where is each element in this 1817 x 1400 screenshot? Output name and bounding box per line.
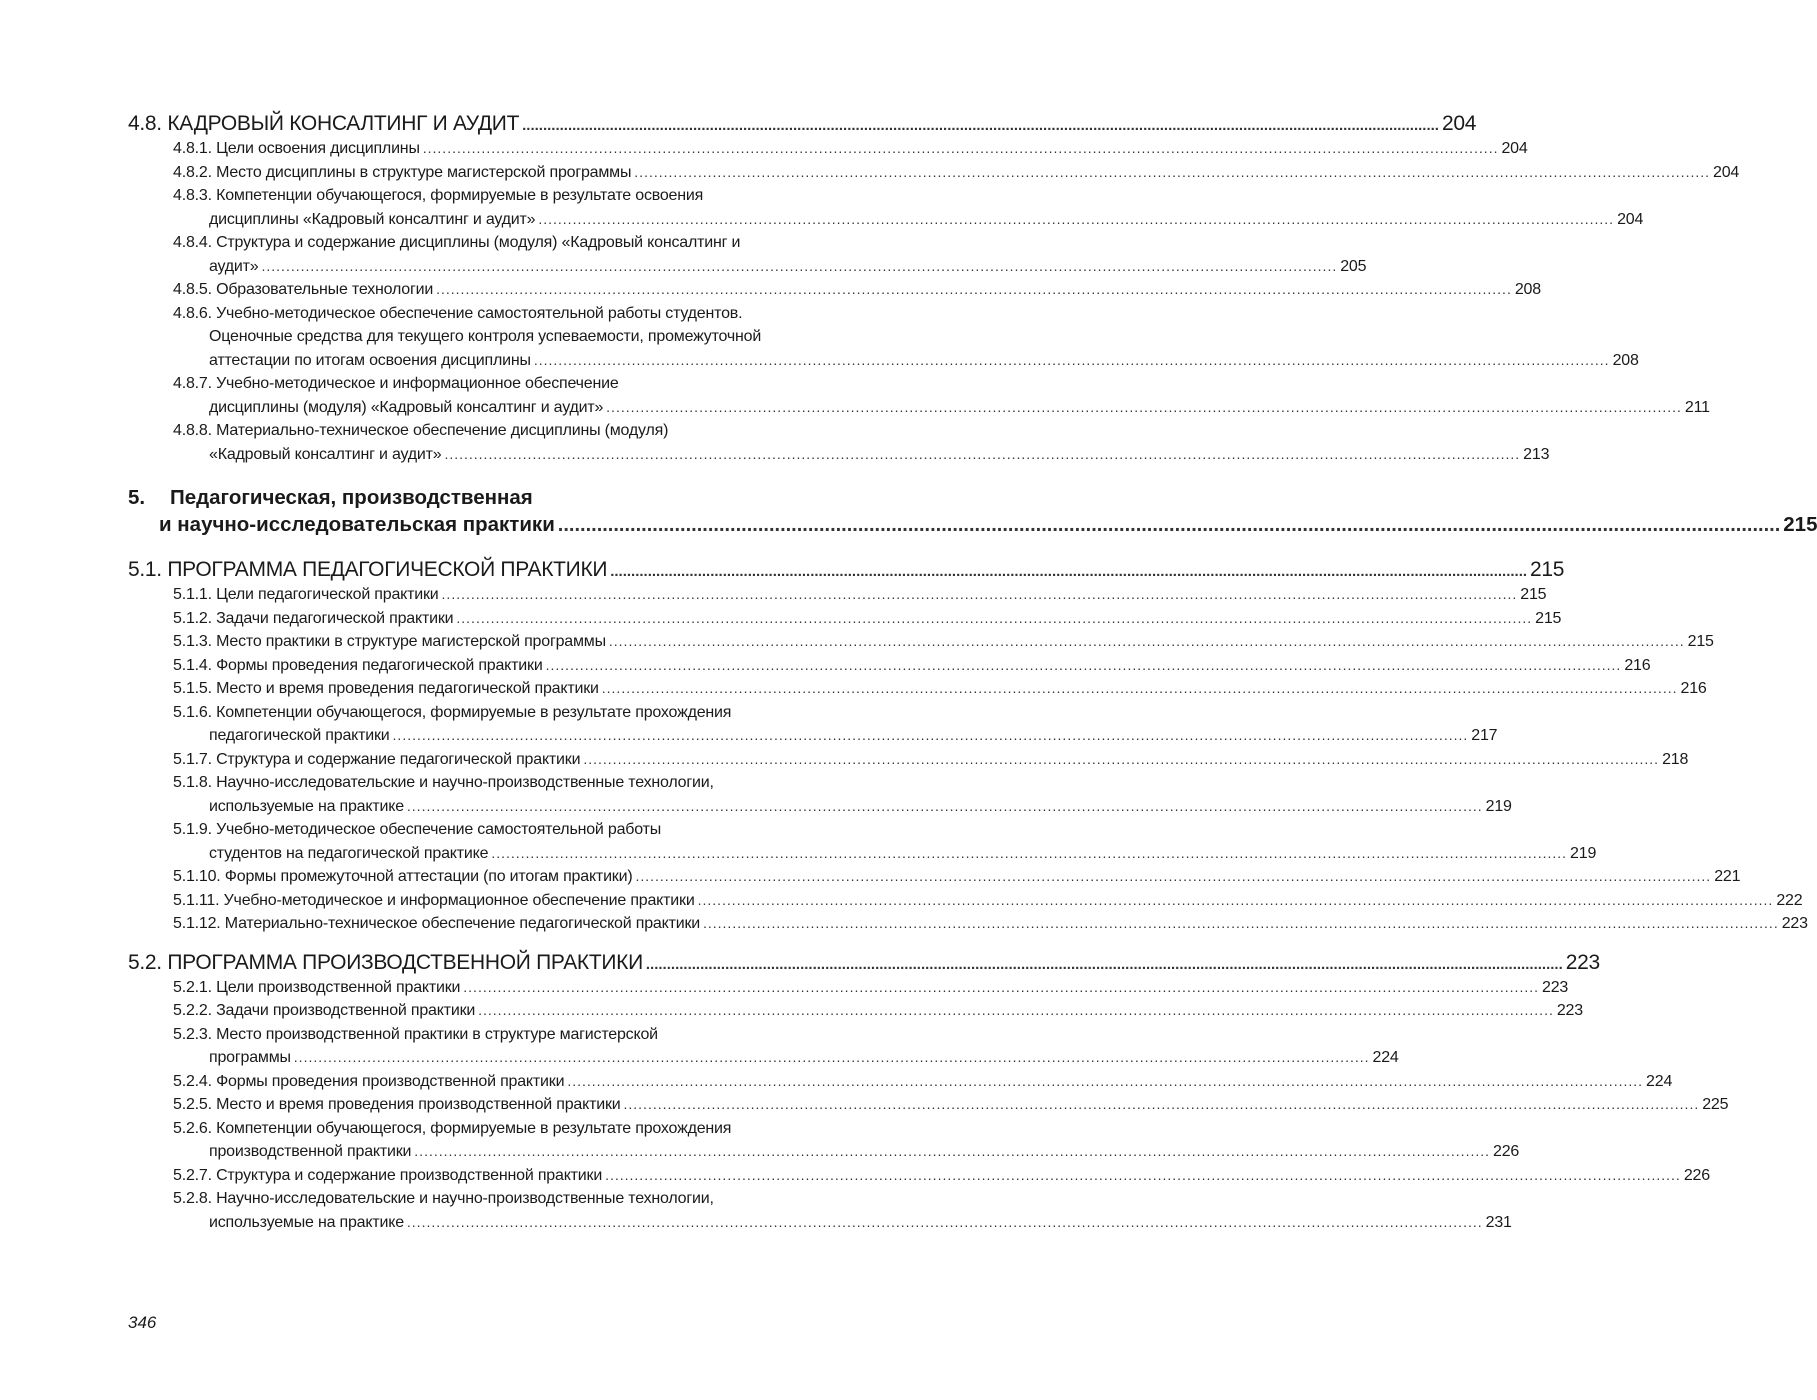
toc-page-number: 215 — [1520, 586, 1547, 603]
toc-entry-5-1-10[interactable] — [128, 865, 1741, 889]
toc-entry-line: аудит» — [209, 257, 259, 275]
toc-entry-4-8-2[interactable] — [128, 161, 1740, 185]
toc-entry-line: 5.2.7. Структура и содержание производственной практики — [173, 1166, 603, 1184]
toc-entry-5-2-6[interactable] — [128, 1117, 1520, 1164]
toc-entry-line: 5.2.5. Место и время проведения производственной практики — [173, 1096, 621, 1113]
toc-page-number: 215 — [1783, 513, 1817, 536]
toc-entry-line: 4.8.6. Учебно-методическое обеспечение самостоятельной работы студентов. — [173, 304, 743, 322]
toc-entry-line: 5.1.11. Учебно-методическое и информационное обеспечение практики — [173, 891, 695, 909]
toc-page-number: 216 — [1680, 680, 1707, 697]
toc-entry-5-1-5[interactable] — [128, 677, 1707, 701]
dot-leader: ............................................................................................................................................................................................................................ — [406, 797, 1483, 814]
toc-page-number: 226 — [1683, 1166, 1710, 1184]
toc-entry-line: 5.1.8. Научно-исследовательские и научно-производственные технологии, — [173, 774, 714, 791]
toc-entry-5-1-12[interactable] — [128, 912, 1808, 936]
toc-chapter-title: Педагогическая, производственная — [170, 486, 533, 509]
dot-leader: ............................................................................................................................................................................................................................ — [463, 978, 1540, 995]
toc-section-4-8[interactable] — [128, 111, 1477, 137]
dot-leader: ............................................................................................................................................................................................................................ — [422, 140, 1499, 156]
toc-entry-4-8-7[interactable] — [128, 372, 1710, 419]
toc-chapter-5[interactable] — [128, 484, 1817, 539]
toc-entry-line: 4.8.1. Цели освоения дисциплины — [173, 140, 420, 157]
toc-page-number: 223 — [1565, 950, 1600, 974]
toc-entry-5-1-7[interactable] — [128, 748, 1689, 772]
toc-entry-line: используемые на практике — [209, 1213, 404, 1231]
toc-entry-line: 5.1.2. Задачи педагогической практики — [173, 609, 454, 627]
dot-leader: ............................................................................................................................................................................................................................ — [261, 257, 1338, 274]
dot-leader: ............................................................................................................................................................................................................................ — [645, 955, 1563, 973]
toc-entry-5-2-4[interactable] — [128, 1070, 1673, 1094]
dot-leader: ............................................................................................................................................................................................................................ — [567, 1072, 1644, 1089]
toc-page-number: 223 — [1542, 978, 1569, 996]
toc-entry-line: 5.1.5. Место и время проведения педагогической практики — [173, 680, 599, 697]
toc-entry-5-2-3[interactable] — [128, 1023, 1399, 1070]
toc-page-number: 222 — [1776, 891, 1803, 909]
dot-leader: ............................................................................................................................................................................................................................ — [293, 1049, 1370, 1065]
toc-entry-4-8-5[interactable] — [128, 278, 1541, 302]
toc-page-number: 226 — [1493, 1143, 1520, 1160]
toc-section-5-1[interactable] — [128, 557, 1565, 583]
dot-leader: ............................................................................................................................................................................................................................ — [635, 868, 1712, 884]
toc-entry-line: 5.1.1. Цели педагогической практики — [173, 586, 439, 603]
dot-leader: ............................................................................................................................................................................................................................ — [406, 1213, 1483, 1230]
toc-page-number: 215 — [1535, 609, 1562, 627]
toc-entry-4-8-6[interactable] — [128, 302, 1639, 373]
toc-entry-5-1-2[interactable] — [128, 607, 1562, 631]
toc-entry-line: используемые на практике — [209, 797, 404, 815]
dot-leader: ............................................................................................................................................................................................................................ — [436, 281, 1512, 297]
page-number: 346 — [128, 1313, 157, 1332]
toc-page-number: 215 — [1530, 558, 1565, 581]
toc-entry-line: педагогической практики — [209, 727, 390, 744]
toc-entry-line: студентов на педагогической практике — [209, 844, 489, 862]
toc-entry-line: «Кадровый консалтинг и аудит» — [209, 445, 442, 463]
dot-leader: ............................................................................................................................................................................................................................ — [441, 586, 1518, 602]
toc-entry-line: 5.1.10. Формы промежуточной аттестации (по итогам практики) — [173, 868, 633, 885]
toc-entry-line: 5.1.6. Компетенции обучающегося, формируемые в результате прохождения — [173, 703, 732, 721]
toc-entry-5-2-7[interactable] — [128, 1164, 1710, 1188]
toc-page-number: 219 — [1570, 844, 1597, 862]
toc-entry-line: 5.1.3. Место практики в структуре магистерской программы — [173, 633, 606, 650]
dot-leader: ............................................................................................................................................................................................................................ — [414, 1143, 1491, 1159]
toc-page-number: 219 — [1485, 797, 1512, 815]
toc-entry-5-1-9[interactable] — [128, 818, 1597, 865]
dot-leader: ............................................................................................................................................................................................................................ — [392, 727, 1469, 743]
dot-leader: ............................................................................................................................................................................................................................ — [608, 633, 1685, 649]
toc-entry-4-8-4[interactable] — [128, 231, 1367, 278]
toc-page-number: 204 — [1441, 112, 1477, 135]
toc-section-title: 4.8. КАДРОВЫЙ КОНСАЛТИНГ И АУДИТ — [128, 112, 520, 135]
toc-entry-line: 4.8.2. Место дисциплины в структуре магистерской программы — [173, 163, 632, 181]
toc-entry-5-2-1[interactable] — [128, 976, 1569, 1000]
toc-section-title: 5.1. ПРОГРАММА ПЕДАГОГИЧЕСКОЙ ПРАКТИКИ — [128, 558, 608, 581]
toc-entry-line: 5.2.8. Научно-исследовательские и научно-производственные технологии, — [173, 1190, 714, 1207]
toc-page-number: 208 — [1514, 281, 1541, 298]
toc-entry-4-8-1[interactable] — [128, 137, 1528, 161]
toc-page-number: 205 — [1340, 257, 1367, 275]
toc-page-number: 208 — [1612, 351, 1639, 369]
toc-page-number: 217 — [1471, 727, 1498, 744]
toc-page-number: 224 — [1372, 1049, 1399, 1066]
toc-page-number: 204 — [1713, 163, 1740, 181]
toc-entry-line: 5.2.2. Задачи производственной практики — [173, 1002, 476, 1019]
toc-page-number: 223 — [1556, 1002, 1583, 1019]
toc-entry-line: дисциплины (модуля) «Кадровый консалтинг и аудит» — [209, 398, 604, 416]
toc-page-number: 221 — [1714, 868, 1741, 885]
dot-leader: ............................................................................................................................................................................................................................ — [444, 445, 1521, 462]
toc-section-5-2[interactable] — [128, 950, 1600, 976]
toc-section-title: 5.2. ПРОГРАММА ПРОИЗВОДСТВЕННОЙ ПРАКТИКИ — [128, 950, 643, 974]
toc-page-number: 204 — [1617, 210, 1644, 228]
dot-leader: ............................................................................................................................................................................................................................ — [456, 609, 1533, 626]
toc-entry-line: 5.2.1. Цели производственной практики — [173, 978, 461, 996]
toc-entry-4-8-3[interactable] — [128, 184, 1644, 231]
toc-entry-line: 4.8.8. Материально-техническое обеспечение дисциплины (модуля) — [173, 422, 669, 439]
toc-entry-4-8-8[interactable] — [128, 419, 1550, 466]
toc-page-number: 225 — [1702, 1096, 1729, 1113]
dot-leader: ............................................................................................................................................................................................................................ — [601, 680, 1678, 696]
toc-entry-line: Оценочные средства для текущего контроля успеваемости, промежуточной — [209, 328, 762, 345]
toc-entry-line: 4.8.7. Учебно-методическое и информационное обеспечение — [173, 375, 619, 392]
dot-leader: ............................................................................................................................................................................................................................ — [605, 1166, 1681, 1183]
toc-entry-5-1-3[interactable] — [128, 630, 1714, 654]
toc-entry-line: программы — [209, 1049, 291, 1066]
toc-entry-line: аттестации по итогам освоения дисциплины — [209, 351, 531, 369]
dot-leader: ............................................................................................................................................................................................................................ — [583, 750, 1660, 767]
toc-entry-line: 5.2.4. Формы проведения производственной практики — [173, 1072, 565, 1090]
table-of-contents — [128, 111, 1817, 1234]
dot-leader: ............................................................................................................................................................................................................................ — [533, 351, 1610, 368]
toc-page-number: 218 — [1662, 750, 1689, 768]
toc-entry-line: производственной практики — [209, 1143, 412, 1160]
dot-leader: ............................................................................................................................................................................................................................ — [634, 163, 1711, 180]
toc-entry-5-2-2[interactable] — [128, 999, 1583, 1023]
toc-entry-line: 5.1.12. Материально-техническое обеспечение педагогической практики — [173, 915, 700, 932]
dot-leader: ............................................................................................................................................................................................................................ — [606, 398, 1682, 415]
toc-entry-line: 5.1.9. Учебно-методическое обеспечение самостоятельной работы — [173, 821, 662, 838]
toc-page-number: 211 — [1684, 398, 1710, 416]
toc-entry-line: 4.8.5. Образовательные технологии — [173, 281, 434, 298]
toc-page-number: 215 — [1687, 633, 1714, 650]
toc-page-number: 204 — [1501, 140, 1528, 157]
toc-entry-5-1-4[interactable] — [128, 654, 1651, 678]
toc-entry-5-2-8[interactable] — [128, 1187, 1512, 1234]
dot-leader: ............................................................................................................................................................................................................................ — [702, 915, 1779, 931]
toc-page-number: 213 — [1523, 445, 1550, 463]
dot-leader: ............................................................................................................................................................................................................................ — [538, 210, 1615, 227]
toc-chapter-title: и научно-исследовательская практики — [159, 513, 555, 536]
toc-entry-line: 4.8.4. Структура и содержание дисциплины (модуля) «Кадровый консалтинг и — [173, 234, 741, 251]
toc-entry-5-1-1[interactable] — [128, 583, 1547, 607]
dot-leader: ............................................................................................................................................................................................................................ — [491, 844, 1568, 861]
toc-page-number: 223 — [1781, 915, 1808, 932]
dot-leader: ............................................................................................................................................................................................................................ — [545, 656, 1622, 673]
toc-chapter-number: 5. — [128, 486, 146, 509]
dot-leader: ............................................................................................................................................................................................................................ — [522, 117, 1439, 134]
toc-entry-line: 5.2.6. Компетенции обучающегося, формируемые в результате прохождения — [173, 1119, 732, 1137]
dot-leader: ............................................................................................................................................................................................................................ — [557, 514, 1781, 536]
toc-entry-5-1-6[interactable] — [128, 701, 1498, 748]
dot-leader: ............................................................................................................................................................................................................................ — [697, 891, 1774, 908]
dot-leader: ............................................................................................................................................................................................................................ — [478, 1002, 1554, 1018]
toc-page-number: 224 — [1646, 1072, 1673, 1090]
toc-entry-5-2-5[interactable] — [128, 1093, 1729, 1117]
dot-leader: ............................................................................................................................................................................................................................ — [623, 1096, 1700, 1112]
toc-entry-line: дисциплины «Кадровый консалтинг и аудит» — [209, 210, 536, 228]
toc-entry-line: 5.1.4. Формы проведения педагогической практики — [173, 656, 543, 674]
toc-entry-line: 5.1.7. Структура и содержание педагогической практики — [173, 750, 581, 768]
toc-entry-5-1-8[interactable] — [128, 771, 1512, 818]
toc-page-number: 231 — [1485, 1213, 1512, 1231]
toc-entry-5-1-11[interactable] — [128, 889, 1803, 913]
toc-entry-line: 5.2.3. Место производственной практики в структуре магистерской — [173, 1025, 658, 1043]
toc-entry-line: 4.8.3. Компетенции обучающегося, формируемые в результате освоения — [173, 187, 704, 204]
dot-leader: ............................................................................................................................................................................................................................ — [610, 563, 1528, 580]
toc-page-number: 216 — [1624, 656, 1651, 674]
